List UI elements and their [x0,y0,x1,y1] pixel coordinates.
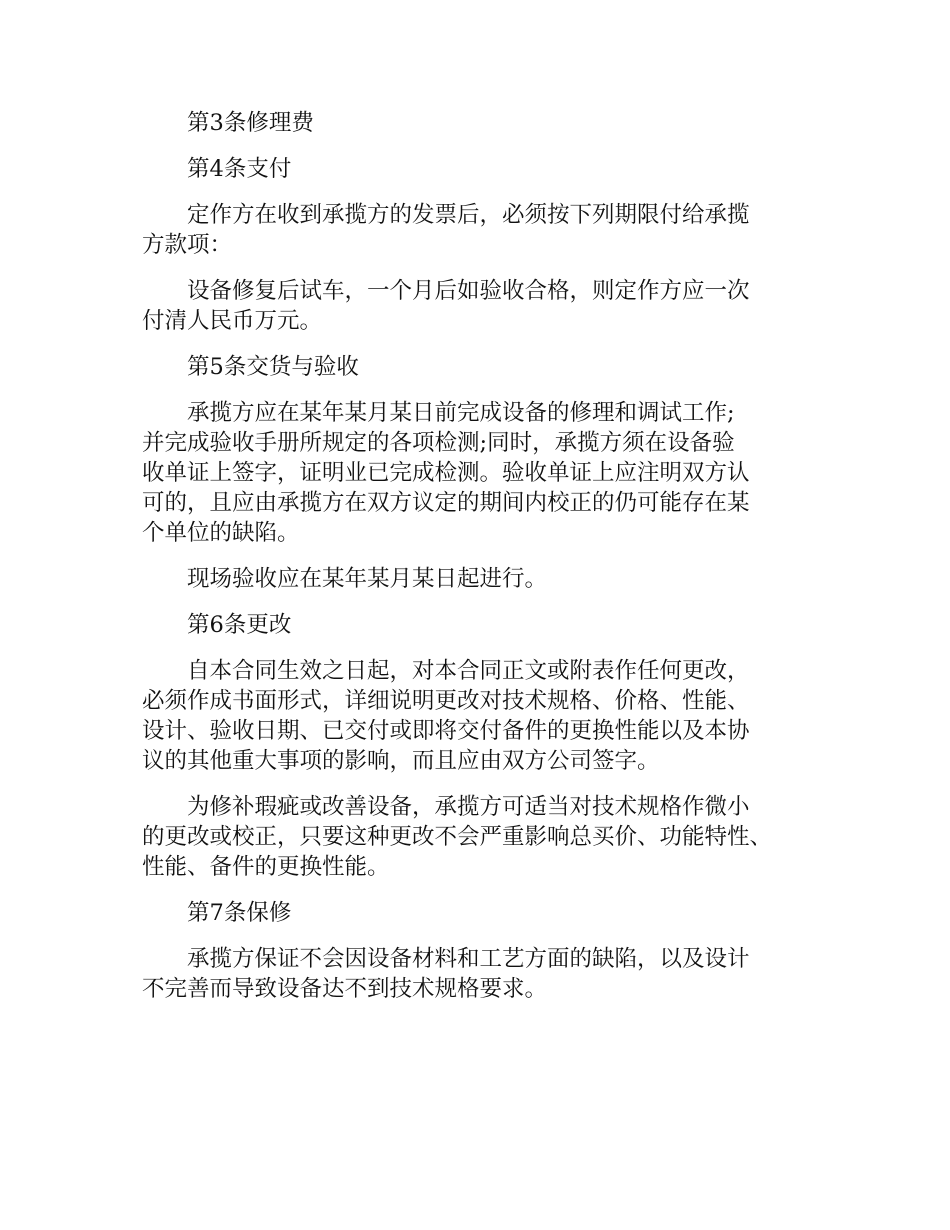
text-line: 并完成验收手册所规定的各项检测;同时，承揽方须在设备验 [142,430,735,456]
text-line: 收单证上签字，证明业已完成检测。验收单证上应注明双方认 [142,460,750,486]
text-line: 第6条更改 [187,612,292,638]
amendment-paragraph [142,656,827,776]
text-line: 第5条交货与验收 [187,354,359,380]
text-line: 方款项： [142,232,233,258]
article-7-heading [142,898,827,928]
text-line: 自本合同生效之日起，对本合同正文或附表作任何更改， [187,658,750,684]
text-line: 为修补瑕疵或改善设备，承揽方可适当对技术规格作微小 [187,794,750,820]
payment-paragraph [142,200,827,260]
minor-change-paragraph [142,792,827,882]
text-line: 个单位的缺陷。 [142,520,300,546]
text-line: 第4条支付 [187,156,292,182]
document-body [142,108,827,1020]
article-5-heading [142,352,827,382]
text-line: 性能、备件的更换性能。 [142,854,390,880]
text-line: 第3条修理费 [187,110,314,136]
warranty-paragraph [142,944,827,1004]
text-line: 承揽方应在某年某月某日前完成设备的修理和调试工作; [187,400,735,426]
text-line: 设备修复后试车，一个月后如验收合格，则定作方应一次 [187,278,750,304]
text-line: 定作方在收到承揽方的发票后，必须按下列期限付给承揽 [187,202,750,228]
text-line: 可的，且应由承揽方在双方议定的期间内校正的仍可能存在某 [142,490,750,516]
payment-terms-paragraph [142,276,827,336]
text-line: 议的其他重大事项的影响，而且应由双方公司签字。 [142,748,660,774]
article-6-heading [142,610,827,640]
text-line: 的更改或校正，只要这种更改不会严重影响总买价、功能特性、 [142,824,773,850]
article-3-heading [142,108,827,138]
article-4-heading [142,154,827,184]
site-acceptance-paragraph [142,564,827,594]
text-line: 现场验收应在某年某月某日起进行。 [187,566,548,592]
text-line: 付清人民币万元。 [142,308,323,334]
delivery-paragraph [142,398,827,548]
text-line: 必须作成书面形式，详细说明更改对技术规格、价格、性能、 [142,688,750,714]
text-line: 第7条保修 [187,900,292,926]
text-line: 承揽方保证不会因设备材料和工艺方面的缺陷，以及设计 [187,946,750,972]
text-line: 设计、验收日期、已交付或即将交付备件的更换性能以及本协 [142,718,750,744]
text-line: 不完善而导致设备达不到技术规格要求。 [142,976,548,1002]
